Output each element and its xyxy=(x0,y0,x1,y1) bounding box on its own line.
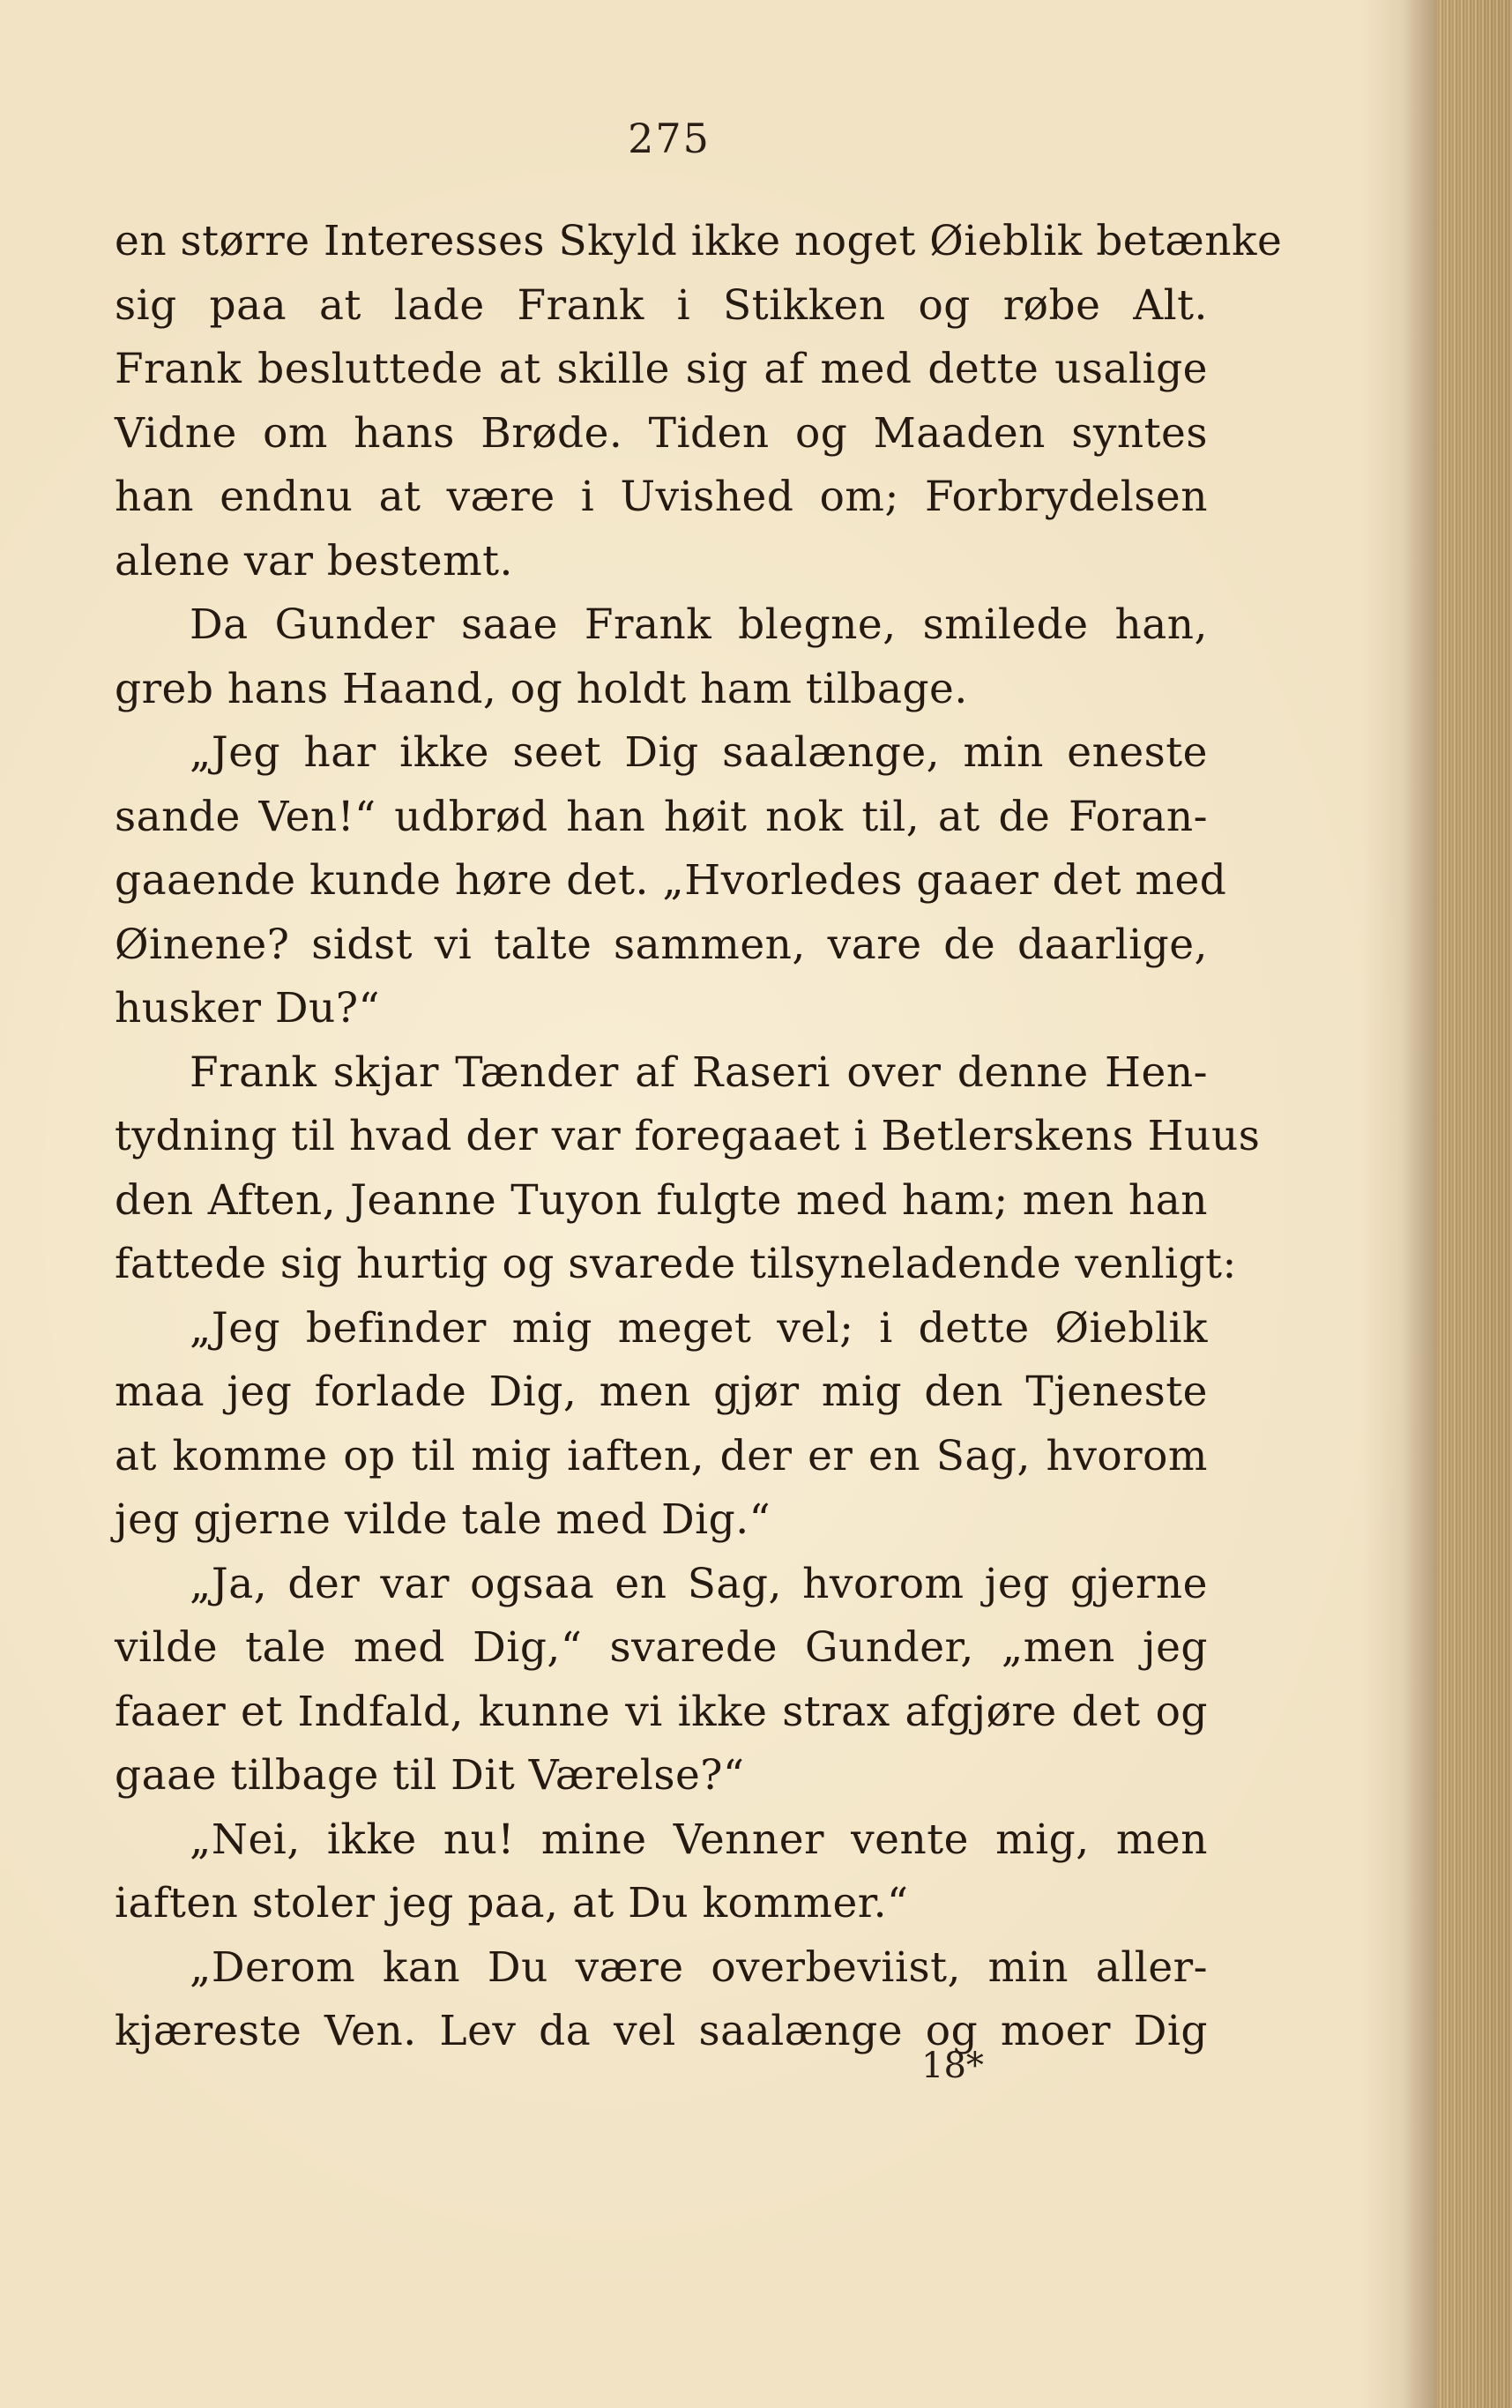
text-line: kjæreste Ven. Lev da vel saalænge og moer Dig xyxy=(115,2007,1208,2055)
text-line: „Nei, ikke nu! mine Venner vente mig, men xyxy=(190,1815,1208,1864)
text-line: Da Gunder saae Frank blegne, smilede han, xyxy=(190,600,1208,649)
text-line: faaer et Indfald, kunne vi ikke strax afgjøre det og xyxy=(115,1687,1208,1736)
signature-mark: 18* xyxy=(921,2046,984,2086)
text-line: jeg gjerne vilde tale med Dig.“ xyxy=(115,1495,771,1544)
text-line: Frank besluttede at skille sig af med dette usalige xyxy=(115,345,1208,393)
page-edge xyxy=(1437,0,1512,2408)
text-line: fattede sig hurtig og svarede tilsyneladende venligt: xyxy=(115,1240,1237,1288)
text-line: „Jeg befinder mig meget vel; i dette Øieblik xyxy=(190,1303,1208,1353)
text-line: greb hans Haand, og holdt ham tilbage. xyxy=(115,664,968,713)
text-line: alene var bestemt. xyxy=(115,536,513,585)
text-line: sig paa at lade Frank i Stikken og røbe Alt. xyxy=(115,280,1208,330)
text-line: sande Ven!“ udbrød han høit nok til, at de Foran- xyxy=(115,792,1208,841)
text-line: Frank skjar Tænder af Raseri over denne Hen- xyxy=(190,1047,1208,1097)
text-line: Vidne om hans Brøde. Tiden og Maaden syntes xyxy=(115,408,1208,458)
text-line: husker Du?“ xyxy=(115,984,381,1033)
text-line: „Jeg har ikke seet Dig saalænge, min eneste xyxy=(190,728,1208,777)
text-line: Øinene? sidst vi talte sammen, vare de daarlige, xyxy=(115,920,1208,969)
text-line: vilde tale med Dig,“ svarede Gunder, „men jeg xyxy=(115,1623,1208,1672)
text-line: tydning til hvad der var foregaaet i Betlerskens Huus xyxy=(115,1112,1261,1160)
text-line: maa jeg forlade Dig, men gjør mig den Tjeneste xyxy=(115,1368,1208,1416)
body-text xyxy=(115,210,1283,2064)
text-line: „Ja, der var ogsaa en Sag, hvorom jeg gjerne xyxy=(190,1559,1208,1608)
text-line: at komme op til mig iaften, der er en Sag, hvorom xyxy=(115,1431,1208,1480)
text-line: iaften stoler jeg paa, at Du kommer.“ xyxy=(115,1879,909,1927)
text-line: „Derom kan Du være overbeviist, min aller- xyxy=(190,1942,1208,1992)
text-line: en større Interesses Skyld ikke noget Øieblik betænke xyxy=(115,217,1283,265)
page-edge-shadow xyxy=(1402,0,1437,2408)
page-number: 275 xyxy=(628,115,711,162)
text-line: han endnu at være i Uvished om; Forbrydelsen xyxy=(115,473,1208,521)
text-line: gaaende kunde høre det. „Hvorledes gaaer det med xyxy=(115,856,1227,905)
text-line: den Aften, Jeanne Tuyon fulgte med ham; men han xyxy=(115,1175,1208,1225)
text-line: gaae tilbage til Dit Værelse?“ xyxy=(115,1751,745,1800)
